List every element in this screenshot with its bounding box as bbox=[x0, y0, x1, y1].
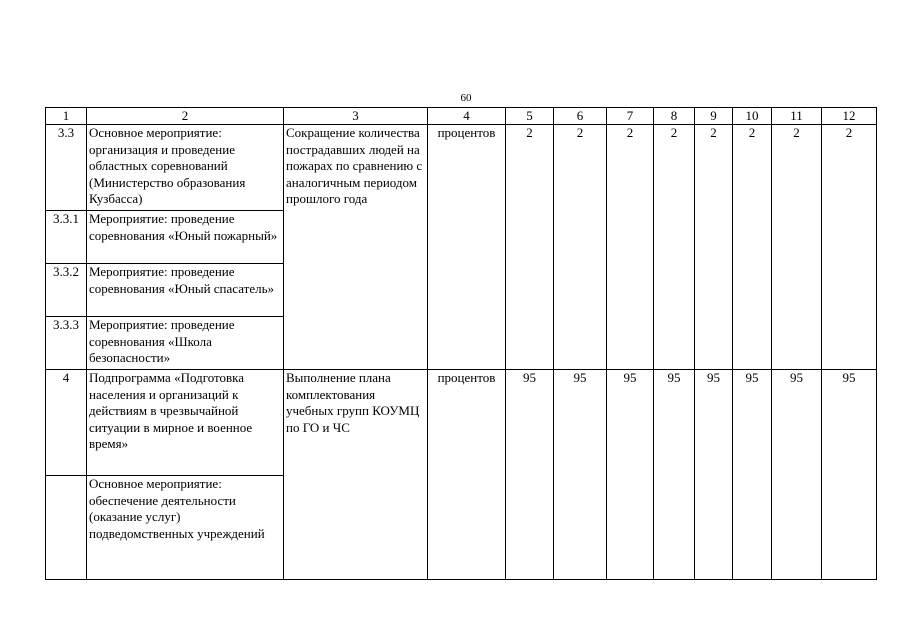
row-number: 3.3 bbox=[46, 125, 87, 211]
unit: процентов bbox=[428, 125, 506, 370]
value-cell: 95 bbox=[733, 370, 772, 580]
indicator-name: Сокращение количества пострадавших людей на пожарах по сравнению с аналогичным периодом прошлого года bbox=[284, 125, 428, 370]
measure-name: Мероприятие: проведение соревнования «Школа безопасности» bbox=[87, 317, 284, 370]
row-number: 3.3.2 bbox=[46, 264, 87, 317]
header-cell: 12 bbox=[822, 108, 877, 125]
value-cell: 2 bbox=[772, 125, 822, 370]
header-row bbox=[46, 108, 877, 125]
header-cell: 7 bbox=[607, 108, 654, 125]
table-row bbox=[46, 370, 877, 476]
measure-name: Мероприятие: проведение соревнования «Юный пожарный» bbox=[87, 211, 284, 264]
row-number: 3.3.1 bbox=[46, 211, 87, 264]
value-cell: 95 bbox=[822, 370, 877, 580]
value-cell: 2 bbox=[654, 125, 695, 370]
header-cell: 11 bbox=[772, 108, 822, 125]
header-cell: 6 bbox=[554, 108, 607, 125]
table-row bbox=[46, 125, 877, 211]
measure-name: Подпрограмма «Подготовка населения и организаций к действиям в чрезвычайной ситуации в мирное и военное время» bbox=[87, 370, 284, 476]
row-number: 3.3.3 bbox=[46, 317, 87, 370]
value-cell: 2 bbox=[506, 125, 554, 370]
header-cell: 10 bbox=[733, 108, 772, 125]
value-cell: 95 bbox=[506, 370, 554, 580]
page-number: 60 bbox=[460, 92, 472, 104]
value-cell: 2 bbox=[733, 125, 772, 370]
header-cell: 3 bbox=[284, 108, 428, 125]
header-cell: 5 bbox=[506, 108, 554, 125]
value-cell: 2 bbox=[822, 125, 877, 370]
value-cell: 2 bbox=[554, 125, 607, 370]
value-cell: 2 bbox=[607, 125, 654, 370]
unit: процентов bbox=[428, 370, 506, 580]
value-cell: 95 bbox=[607, 370, 654, 580]
header-cell: 4 bbox=[428, 108, 506, 125]
indicator-table bbox=[45, 107, 877, 580]
header-cell: 9 bbox=[695, 108, 733, 125]
value-cell: 95 bbox=[654, 370, 695, 580]
measure-name: Основное мероприятие: обеспечение деятельности (оказание услуг) подведомственных учреждений bbox=[87, 476, 284, 580]
header-cell: 8 bbox=[654, 108, 695, 125]
measure-name: Основное мероприятие: организация и проведение областных соревнований (Министерство образования Кузбасса) bbox=[87, 125, 284, 211]
value-cell: 2 bbox=[695, 125, 733, 370]
measure-name: Мероприятие: проведение соревнования «Юный спасатель» bbox=[87, 264, 284, 317]
value-cell: 95 bbox=[772, 370, 822, 580]
value-cell: 95 bbox=[554, 370, 607, 580]
value-cell: 95 bbox=[695, 370, 733, 580]
row-number bbox=[46, 476, 87, 580]
row-number: 4 bbox=[46, 370, 87, 476]
header-cell: 2 bbox=[87, 108, 284, 125]
header-cell: 1 bbox=[46, 108, 87, 125]
indicator-name: Выполнение плана комплектования учебных групп КОУМЦ по ГО и ЧС bbox=[284, 370, 428, 580]
